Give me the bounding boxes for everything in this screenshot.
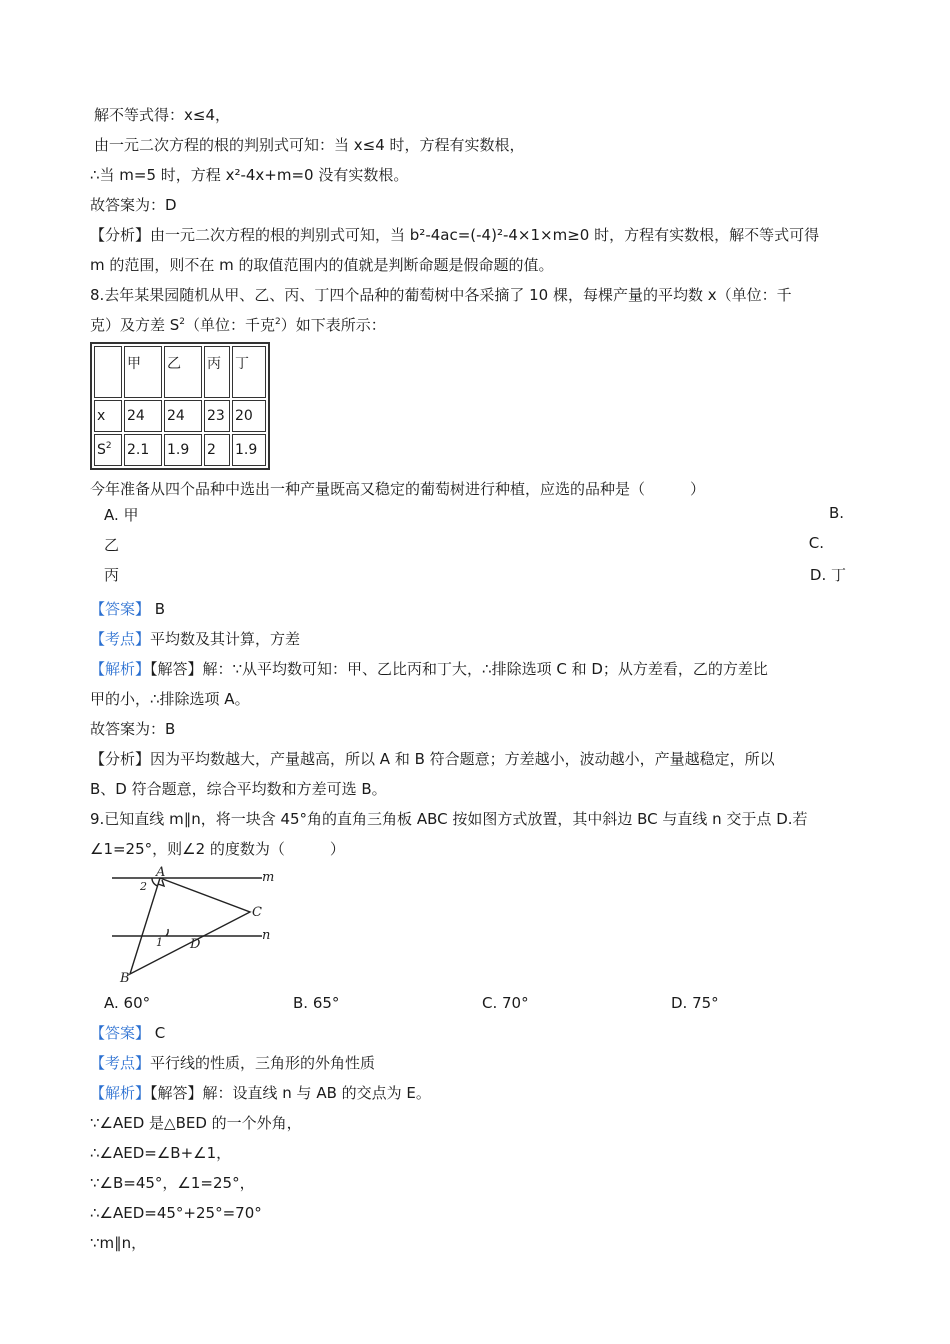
- label-a: A: [156, 866, 166, 880]
- superscript: 2: [179, 317, 186, 327]
- jiexi-tag: 【解析】: [90, 1084, 151, 1102]
- analysis-tag: 【分析】: [90, 226, 151, 244]
- table-cell: 20: [232, 400, 266, 432]
- option-d: D. 丁: [809, 566, 846, 584]
- table-cell: 24: [164, 400, 202, 432]
- jiexi-text: 【解答】解：∵从平均数可知：甲、乙比丙和丁大，∴排除选项 C 和 D；从方差看，乙的方差比: [150, 660, 768, 678]
- answer-tag: 【答案】: [90, 1024, 151, 1042]
- table-cell: [94, 346, 122, 398]
- answer-line: 故答案为：D: [90, 196, 177, 214]
- table-row: [94, 400, 266, 432]
- option-a: A. 甲: [104, 506, 139, 524]
- jiexi-line: 甲的小，∴排除选项 A。: [90, 690, 250, 708]
- stem-text: ）如下表所示：: [280, 316, 386, 334]
- option-b-text: 乙: [104, 536, 120, 554]
- option-row: [90, 534, 860, 564]
- jiexi-line: [90, 654, 860, 684]
- table-cell: 乙: [164, 346, 202, 398]
- answer-line: [90, 1018, 860, 1048]
- table-cell: 2.1: [124, 434, 162, 466]
- kaodian-text: 平均数及其计算，方差: [150, 630, 301, 648]
- analysis-line: [90, 220, 860, 250]
- text-line: 由一元二次方程的根的判别式可知：当 x≤4 时，方程有实数根，: [94, 136, 525, 154]
- answer-text: B: [150, 600, 166, 618]
- solution-step: ∴∠AED=45°+25°=70°: [90, 1204, 262, 1222]
- question-9-stem: ∠1=25°，则∠2 的度数为（ ）: [90, 840, 345, 858]
- text-line: ∴当 m=5 时，方程 x²-4x+m=0 没有实数根。: [90, 166, 409, 184]
- table-cell: 丁: [232, 346, 266, 398]
- option-row: [90, 564, 860, 594]
- solution-step: ∵m∥n，: [90, 1234, 147, 1252]
- superscript: 2: [275, 317, 281, 327]
- jiexi-line: [90, 1078, 860, 1108]
- table-cell: 1.9: [164, 434, 202, 466]
- document-page: [90, 100, 860, 1258]
- table-row: [94, 434, 266, 466]
- solution-step: ∵∠B=45°，∠1=25°，: [90, 1174, 255, 1192]
- label-n: n: [262, 928, 271, 943]
- option-row: [90, 988, 860, 1018]
- option-b: B. 65°: [293, 994, 340, 1012]
- table-cell: 2: [204, 434, 230, 466]
- label-b: B: [120, 971, 130, 984]
- answer-tag: 【答案】: [90, 600, 151, 618]
- table-cell: 24: [124, 400, 162, 432]
- jiexi-tag: 【解析】: [90, 660, 151, 678]
- cell-label: S: [97, 442, 106, 458]
- option-b-label: B.: [828, 504, 844, 522]
- final-answer-line: 故答案为：B: [90, 720, 176, 738]
- kaodian-tag: 【考点】: [90, 630, 151, 648]
- question-8-stem: [90, 310, 860, 340]
- kaodian-line: [90, 1048, 860, 1078]
- jiexi-text: 【解答】解：设直线 n 与 AB 的交点为 E。: [150, 1084, 431, 1102]
- kaodian-tag: 【考点】: [90, 1054, 151, 1072]
- text-line: 解不等式得：x≤4，: [94, 106, 230, 124]
- option-c-label: C.: [808, 534, 824, 552]
- analysis-line: B、D 符合题意，综合平均数和方差可选 B。: [90, 780, 387, 798]
- table-cell: 甲: [124, 346, 162, 398]
- kaodian-line: [90, 624, 860, 654]
- label-d: D: [190, 937, 201, 952]
- triangle-abc: [130, 878, 250, 974]
- answer-line: [90, 594, 860, 624]
- option-d: D. 75°: [671, 994, 719, 1012]
- label-2: 2: [140, 880, 147, 893]
- question-9-stem: 9.已知直线 m∥n，将一块含 45°角的直角三角板 ABC 按如图方式放置，其中斜边 BC 与直线 n 交于点 D.若: [90, 810, 808, 828]
- label-1: 1: [156, 936, 163, 949]
- analysis-text: 因为平均数越大，产量越高，所以 A 和 B 符合题意；方差越小，波动越小，产量越稳定，所以: [150, 750, 775, 768]
- table-header-row: [94, 346, 266, 398]
- solution-step: ∵∠AED 是△BED 的一个外角，: [90, 1114, 302, 1132]
- analysis-tag: 【分析】: [90, 750, 151, 768]
- table-cell: x: [94, 400, 122, 432]
- triangle-diagram: [112, 866, 292, 984]
- stem-text: 克）及方差 S: [90, 316, 180, 334]
- table-cell: 丙: [204, 346, 230, 398]
- option-c-text: 丙: [104, 566, 120, 584]
- option-row: [90, 504, 860, 534]
- answer-text: C: [150, 1024, 166, 1042]
- superscript: 2: [105, 441, 112, 451]
- data-table: [90, 342, 270, 470]
- table-cell: 1.9: [232, 434, 266, 466]
- table-cell: 23: [204, 400, 230, 432]
- option-c: C. 70°: [482, 994, 529, 1012]
- option-a: A. 60°: [104, 994, 151, 1012]
- analysis-line: m 的范围，则不在 m 的取值范围内的值就是判断命题是假命题的值。: [90, 256, 554, 274]
- table-cell: [94, 434, 122, 466]
- question-8-stem: 8.去年某果园随机从甲、乙、丙、丁四个品种的葡萄树中各采摘了 10 棵，每棵产量的平均数 x（单位：千: [90, 286, 792, 304]
- analysis-line: [90, 744, 860, 774]
- kaodian-text: 平行线的性质，三角形的外角性质: [150, 1054, 376, 1072]
- label-c: C: [252, 905, 262, 920]
- geometry-figure: [112, 866, 860, 988]
- question-8-prompt: 今年准备从四个品种中选出一种产量既高又稳定的葡萄树进行种植，应选的品种是（ ）: [90, 480, 706, 498]
- angle-1-arc: [166, 929, 168, 936]
- stem-text: （单位：千克: [185, 316, 276, 334]
- analysis-text: 由一元二次方程的根的判别式可知，当 b²-4ac=(-4)²-4×1×m≥0 时，方程有实数根，解不等式可得: [150, 226, 820, 244]
- solution-step: ∴∠AED=∠B+∠1，: [90, 1144, 232, 1162]
- label-m: m: [262, 870, 275, 885]
